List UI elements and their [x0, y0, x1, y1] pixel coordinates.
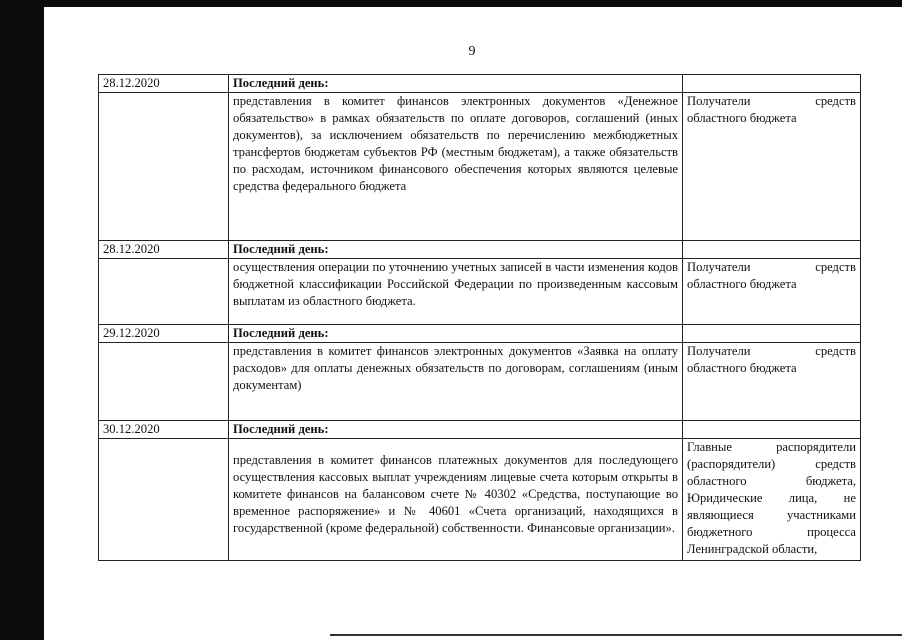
row-header-empty: [683, 421, 861, 439]
row-date: 28.12.2020: [99, 241, 229, 259]
row-text: представления в комитет финансов электронных документов «Денежное обязательство» в рамках обязательств по оплате договоров, соглашений (иных документов), за исключением обязательств по перечислению межбюджетных трансфертов бюджетам субъектов РФ (местным бюджетам), а также обязательств по расходам, источником финансового обеспечения которых являются целевые средства федерального бюджета: [229, 93, 683, 241]
table-row: [99, 259, 861, 325]
row-header-empty: [683, 325, 861, 343]
row-empty-cell: [99, 439, 229, 561]
row-empty-cell: [99, 259, 229, 325]
row-label: Последний день:: [229, 241, 683, 259]
table-row: [99, 241, 861, 259]
schedule-table: [98, 74, 861, 561]
row-date: 29.12.2020: [99, 325, 229, 343]
row-label: Последний день:: [229, 325, 683, 343]
scan-border-bottom: [330, 634, 902, 636]
table-row: [99, 439, 861, 561]
row-text: представления в комитет финансов электронных документов «Заявка на оплату расходов» для оплаты денежных обязательств по договорам, соглашениям (иным документам): [229, 343, 683, 421]
page-number: 9: [468, 44, 476, 59]
row-recipients: Получатели средств областного бюджета: [683, 93, 861, 241]
row-header-empty: [683, 75, 861, 93]
table-row: [99, 93, 861, 241]
table-row: [99, 325, 861, 343]
row-recipients: Получатели средств областного бюджета: [683, 343, 861, 421]
row-empty-cell: [99, 343, 229, 421]
row-header-empty: [683, 241, 861, 259]
row-label: Последний день:: [229, 421, 683, 439]
row-label: Последний день:: [229, 75, 683, 93]
row-date: 30.12.2020: [99, 421, 229, 439]
table-row: [99, 343, 861, 421]
table-row: [99, 75, 861, 93]
row-text: осуществления операции по уточнению учетных записей в части изменения кодов бюджетной классификации Российской Федерации по произведенным кассовым выплатам из областного бюджета.: [229, 259, 683, 325]
table-row: [99, 421, 861, 439]
scan-border-top: [0, 0, 902, 7]
row-recipients: Главные распорядители (распорядители) средств областного бюджета, Юридические лица, не являющиеся участниками бюджетного процесса Ленинградской области,: [683, 439, 861, 561]
row-recipients: Получатели средств областного бюджета: [683, 259, 861, 325]
row-empty-cell: [99, 93, 229, 241]
row-date: 28.12.2020: [99, 75, 229, 93]
row-text: представления в комитет финансов платежных документов для последующего осуществления кассовых выплат учреждениям лицевые счета которым открыты в комитете финансов на балансовом счете № 40302 «Средства, поступающие во временное распоряжение» и № 40601 «Счета организаций, находящихся в государственной (кроме федеральной) собственности. Финансовые организации».: [229, 439, 683, 561]
scan-border-left: [0, 0, 44, 640]
